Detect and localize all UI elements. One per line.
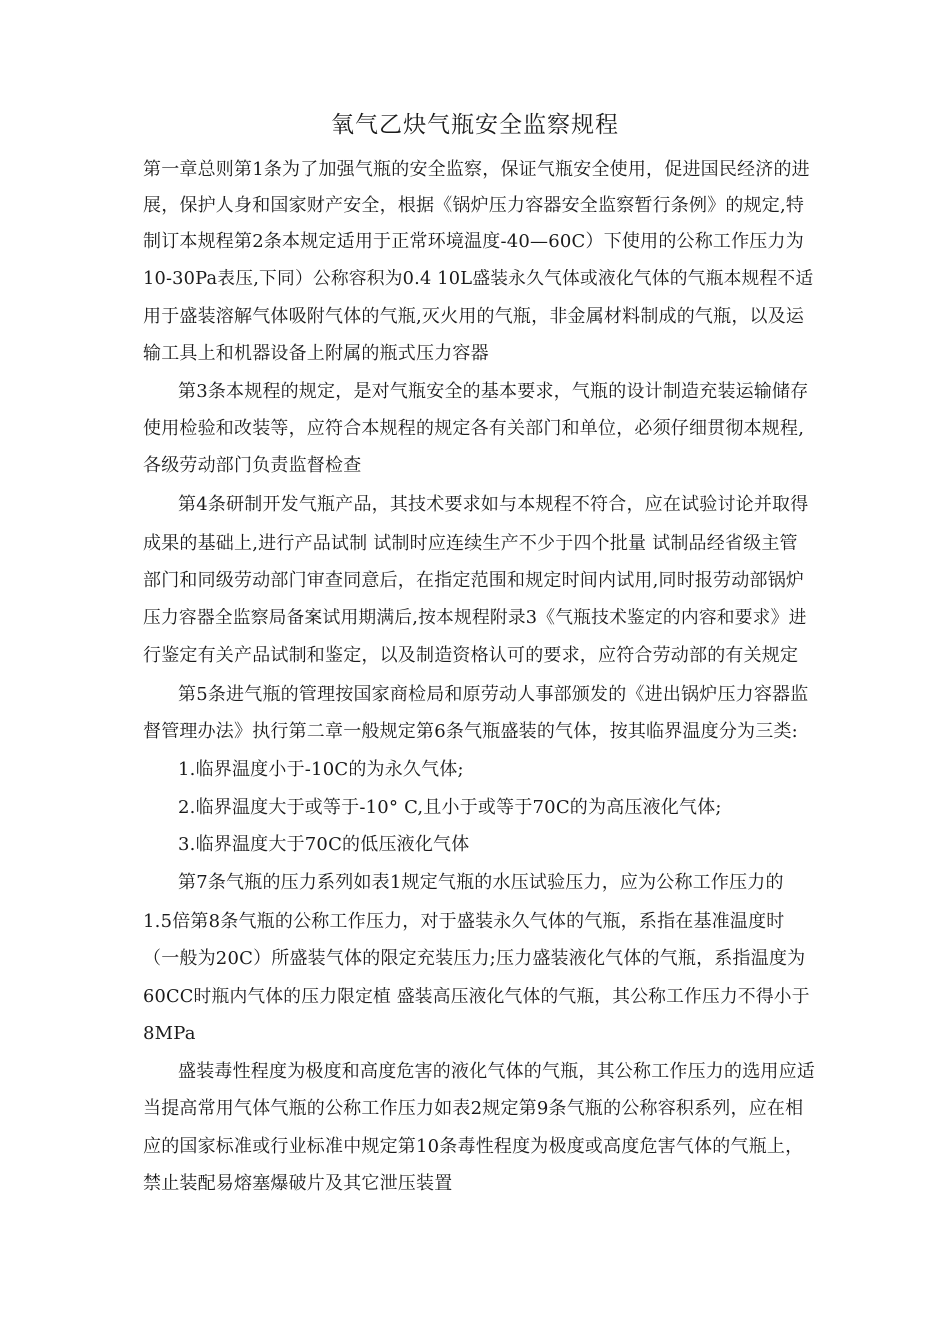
text-line: 用于盛装溶解气体吸附气体的气瓶,灭火用的气瓶，非金属材料制成的气瓶，以及运 bbox=[143, 306, 805, 327]
text-line: 第5条进气瓶的管理按国家商检局和原劳动人事部颁发的《进出锅炉压力容器监 bbox=[178, 684, 809, 705]
text-line: 第一章总则第1条为了加强气瓶的安全监察，保证气瓶安全使用，促进国民经济的进 bbox=[143, 159, 810, 180]
text-line: （一般为20C）所盛装气体的限定充装压力;压力盛装液化气体的气瓶，系指温度为 bbox=[143, 948, 806, 969]
document-title: 氧气乙炔气瓶安全监察规程 bbox=[331, 112, 619, 138]
text-line: 行鉴定有关产品试制和鉴定，以及制造资格认可的要求，应符合劳动部的有关规定 bbox=[143, 645, 799, 666]
list-item: 2.临界温度大于或等于-10° C,且小于或等于70C的为高压液化气体; bbox=[178, 797, 722, 818]
text-line: 各级劳动部门负责监督检查 bbox=[143, 455, 362, 476]
text-line: 输工具上和机器设备上附属的瓶式压力容器 bbox=[143, 343, 489, 364]
text-line: 盛装毒性程度为极度和高度危害的液化气体的气瓶，其公称工作压力的选用应适 bbox=[178, 1061, 815, 1082]
text-line: 8MPa bbox=[143, 1023, 196, 1044]
text-line: 禁止装配易熔塞爆破片及其它泄压装置 bbox=[143, 1173, 453, 1194]
text-line: 当提高常用气体气瓶的公称工作压力如表2规定第9条气瓶的公称容积系列，应在相 bbox=[143, 1098, 804, 1119]
text-line: 展，保护人身和国家财产安全，根据《锅炉压力容器安全监察暂行条例》的规定,特 bbox=[143, 195, 805, 216]
text-line: 第7条气瓶的压力系列如表1规定气瓶的水压试验压力，应为公称工作压力的 bbox=[178, 872, 784, 893]
text-line: 应的国家标准或行业标准中规定第10条毒性程度为极度或高度危害气体的气瓶上， bbox=[143, 1136, 804, 1157]
text-line: 10-30Pa表压,下同）公称容积为0.4 10L盛装永久气体或液化气体的气瓶本规程不适 bbox=[143, 269, 814, 289]
text-line: 制订本规程第2条本规定适用于正常环境温度-40—60C）下使用的公称工作压力为 bbox=[143, 231, 804, 252]
text-line: 成果的基础上,进行产品试制 试制时应连续生产不少于四个批量 试制品经省级主管 bbox=[143, 533, 798, 554]
text-line: 使用检验和改装等，应符合本规程的规定各有关部门和单位，必须仔细贯彻本规程, bbox=[143, 418, 805, 439]
text-line: 1.5倍第8条气瓶的公称工作压力，对于盛装永久气体的气瓶，系指在基准温度时 bbox=[143, 911, 785, 932]
text-line: 督管理办法》执行第二章一般规定第6条气瓶盛装的气体，按其临界温度分为三类: bbox=[143, 721, 798, 742]
list-item: 3.临界温度大于70C的低压液化气体 bbox=[178, 834, 470, 855]
list-item: 1.临界温度小于-10C的为永久气体; bbox=[178, 759, 464, 780]
text-line: 第4条研制开发气瓶产品，其技术要求如与本规程不符合，应在试验讨论并取得 bbox=[178, 494, 809, 515]
text-line: 第3条本规程的规定，是对气瓶安全的基本要求，气瓶的设计制造充装运输储存 bbox=[178, 381, 809, 402]
text-line: 60CC时瓶内气体的压力限定植 盛装高压液化气体的气瓶，其公称工作压力不得小于 bbox=[143, 987, 810, 1007]
text-line: 压力容器全监察局备案试用期满后,按本规程附录3《气瓶技术鉴定的内容和要求》进 bbox=[143, 608, 807, 628]
text-line: 部门和同级劳动部门审查同意后，在指定范围和规定时间内试用,同时报劳动部锅炉 bbox=[143, 570, 805, 591]
